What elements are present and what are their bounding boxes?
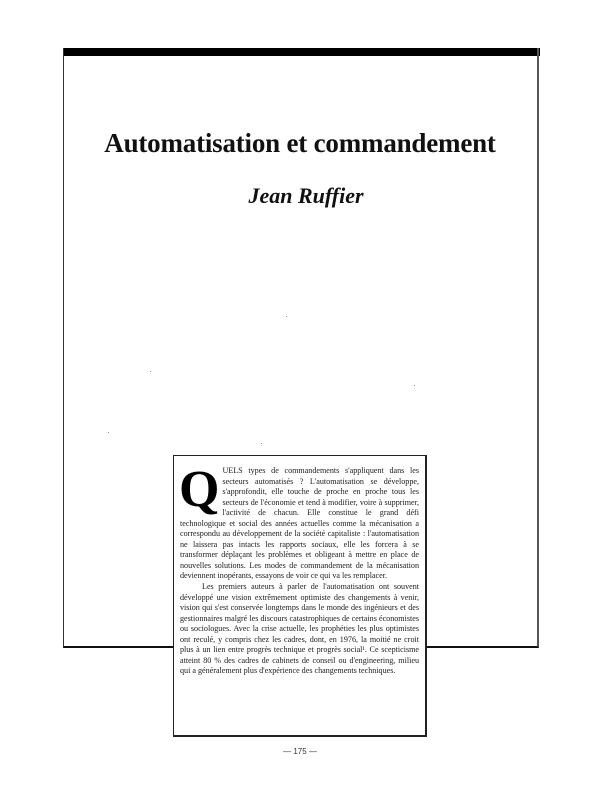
scan-speck [108, 432, 109, 433]
article-title: Automatisation et commandement [104, 128, 496, 158]
scan-speck [414, 385, 415, 386]
scan-speck [261, 443, 262, 444]
scan-speck [150, 371, 151, 372]
article-author: Jean Ruffier [248, 183, 364, 208]
abstract-paragraph-1: QUELS types de commandements s'appliquent dans les secteurs automatisés ? L'automatisation se développe, s'approfondit, elle touche de proche en proche tous les secteurs de l'économie et tend à modifier, voire à supprimer, l'activité de chacun. Elle constitue le grand défi technologique et social des années actuelles comme la mécanisation a correspondu au développement de la société capitaliste : l'automatisation ne laissera pas intacts les rapports sociaux, elle les forcera à se transformer déplaçant les problèmes et obligeant à mettre en place de nouvelles solutions. Les modes de commandement de la mécanisation deviennent inopérants, essayons de voir ce qui va les remplacer. [179, 461, 419, 581]
abstract-paragraph-2: Les premiers auteurs à parler de l'automatisation ont souvent développé une vision extrêmement optimiste des changements à venir, vision qui s'est conservée longtemps dans le monde des ingénieurs et des gestionnaires malgré les discours catastrophiques de certains économistes ou sociologues. Avec la crise actuelle, les prophéties les plus optimistes ont reculé, y compris chez les cadres, dont, en 1976, la moitié ne croit plus à un lien entre progrès technique et progrès social¹. Ce scepticisme atteint 80 % des cadres de cabinets de conseil ou d'engineering, milieu qui a généralement plus d'expérience des changements techniques. [180, 582, 419, 676]
scan-speck [286, 316, 287, 317]
abstract-box [173, 455, 427, 737]
page-number: — 175 — [283, 747, 317, 756]
drop-cap: Q [179, 461, 220, 518]
